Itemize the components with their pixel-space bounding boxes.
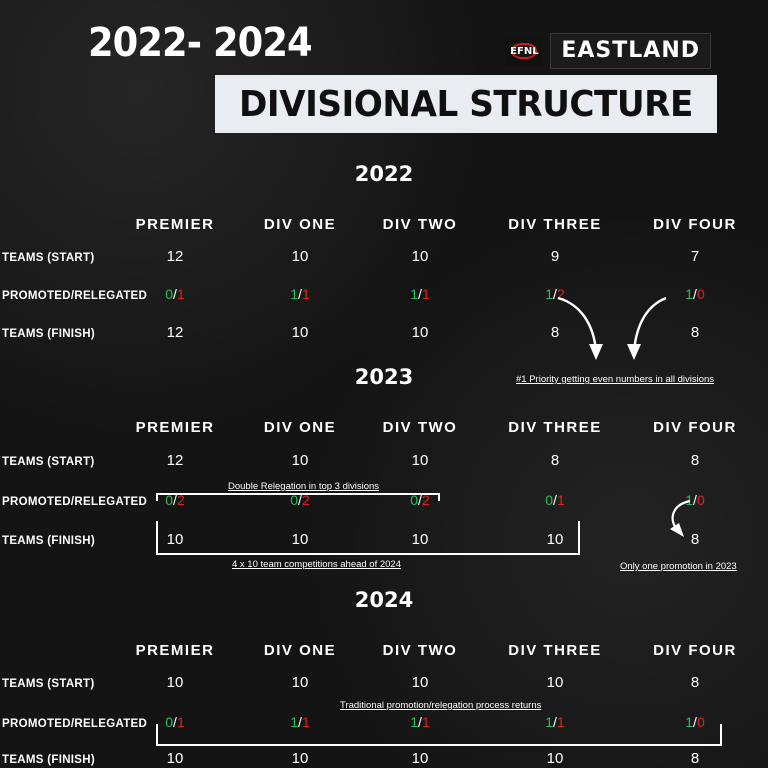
bracket-all-divisions-2024 [156, 724, 722, 746]
col-head-div-two-2022: DIV TWO [382, 216, 458, 233]
efnl-badge-icon [505, 36, 543, 66]
col-head-div-one-2022: DIV ONE [263, 216, 337, 233]
cell-finish-premier-2022: 12 [166, 324, 184, 341]
cell-start-div-four-2024: 8 [690, 674, 700, 691]
relegated-value: 1 [301, 714, 310, 730]
header-years: 2022- 2024 [88, 20, 312, 66]
section-year-2023: 2023 [354, 365, 414, 389]
row-label-start-2023: TEAMS (START) [2, 456, 95, 468]
col-head-div-three-2024: DIV THREE [508, 642, 602, 659]
section-2024 [0, 588, 768, 768]
slash: / [418, 492, 422, 508]
cell-start-div-two-2022: 10 [411, 248, 429, 265]
col-head-div-three-2022: DIV THREE [508, 216, 602, 233]
cell-start-div-one-2022: 10 [291, 248, 309, 265]
cell-start-div-one-2023: 10 [291, 452, 309, 469]
cell-start-premier-2023: 12 [166, 452, 184, 469]
cell-finish-div-two-2023: 10 [411, 531, 429, 548]
relegated-value: 2 [421, 492, 430, 508]
cell-finish-div-three-2024: 10 [546, 750, 564, 767]
relegated-value: 0 [696, 492, 705, 508]
slash: / [173, 492, 177, 508]
note-double-relegation-2023: Double Relegation in top 3 divisions [228, 481, 380, 492]
col-head-div-one-2024: DIV ONE [263, 642, 337, 659]
promoted-value: 0 [410, 492, 419, 508]
arrow-div-three-2022-icon [540, 294, 610, 364]
promoted-value: 0 [545, 492, 554, 508]
cell-start-premier-2022: 12 [166, 248, 184, 265]
col-head-premier-2022: PREMIER [135, 216, 215, 233]
cell-finish-div-four-2022: 8 [690, 324, 700, 341]
cell-start-div-three-2022: 9 [550, 248, 560, 265]
promoted-value: 0 [165, 714, 174, 730]
row-label-promrel-2022: PROMOTED/RELEGATED [2, 290, 148, 302]
slash: / [693, 492, 697, 508]
cell-promrel-div-one-2022 [230, 286, 370, 302]
note-priority-2022: #1 Priority getting even numbers in all divisions [516, 374, 715, 385]
promoted-value: 0 [165, 286, 174, 302]
slash: / [553, 286, 557, 302]
cell-promrel-div-two-2022 [350, 286, 490, 302]
page-title [215, 75, 717, 133]
slash: / [173, 714, 177, 730]
cell-finish-premier-2023: 10 [166, 531, 184, 548]
efnl-label: EFNL [510, 45, 539, 57]
col-head-div-two-2023: DIV TWO [382, 419, 458, 436]
row-label-start-2024: TEAMS (START) [2, 678, 95, 690]
row-label-promrel-2024: PROMOTED/RELEGATED [2, 718, 148, 730]
cell-promrel-premier-2023 [105, 492, 245, 508]
cell-finish-div-two-2024: 10 [411, 750, 429, 767]
cell-start-div-four-2023: 8 [690, 452, 700, 469]
cell-start-div-two-2023: 10 [411, 452, 429, 469]
cell-promrel-premier-2022 [105, 286, 245, 302]
col-head-div-four-2024: DIV FOUR [653, 642, 737, 659]
cell-finish-div-one-2023: 10 [291, 531, 309, 548]
cell-finish-div-one-2022: 10 [291, 324, 309, 341]
relegated-value: 0 [696, 714, 705, 730]
relegated-value: 2 [176, 492, 185, 508]
note-four-ten-team-2023: 4 x 10 team competitions ahead of 2024 [232, 559, 402, 570]
relegated-value: 2 [556, 286, 565, 302]
cell-finish-div-three-2022: 8 [550, 324, 560, 341]
page-title-text: DIVISIONAL STRUCTURE [238, 83, 693, 125]
cell-promrel-div-two-2023 [350, 492, 490, 508]
col-head-div-three-2023: DIV THREE [508, 419, 602, 436]
promoted-value: 1 [545, 286, 554, 302]
relegated-value: 2 [301, 492, 310, 508]
promoted-value: 1 [685, 714, 694, 730]
row-label-start-2022: TEAMS (START) [2, 252, 95, 264]
relegated-value: 1 [176, 714, 185, 730]
cell-start-div-three-2023: 8 [550, 452, 560, 469]
slash: / [553, 492, 557, 508]
promoted-value: 1 [410, 714, 419, 730]
cell-finish-premier-2024: 10 [166, 750, 184, 767]
relegated-value: 1 [301, 286, 310, 302]
cell-finish-div-two-2022: 10 [411, 324, 429, 341]
slash: / [298, 286, 302, 302]
cell-start-premier-2024: 10 [166, 674, 184, 691]
slash: / [693, 714, 697, 730]
section-2023 [0, 365, 768, 579]
arrow-div-four-2023-icon [660, 499, 710, 545]
section-year-2024: 2024 [354, 588, 414, 612]
cell-finish-div-four-2023: 8 [690, 531, 700, 548]
slash: / [418, 286, 422, 302]
relegated-value: 1 [556, 714, 565, 730]
note-one-promotion-2023: Only one promotion in 2023 [620, 561, 737, 572]
promoted-value: 1 [685, 492, 694, 508]
relegated-value: 1 [556, 492, 565, 508]
eastland-wordmark: EASTLAND [550, 33, 711, 69]
row-label-promrel-2023: PROMOTED/RELEGATED [2, 496, 148, 508]
row-label-finish-2024: TEAMS (FINISH) [2, 754, 95, 766]
cell-start-div-three-2024: 10 [546, 674, 564, 691]
col-head-div-two-2024: DIV TWO [382, 642, 458, 659]
promoted-value: 1 [685, 286, 694, 302]
col-head-premier-2024: PREMIER [135, 642, 215, 659]
cell-finish-div-four-2024: 8 [690, 750, 700, 767]
slash: / [418, 714, 422, 730]
slash: / [173, 286, 177, 302]
bracket-four-ten-team [156, 521, 580, 555]
eastland-logo [505, 33, 711, 69]
relegated-value: 0 [696, 286, 705, 302]
slash: / [553, 714, 557, 730]
section-year-2022: 2022 [354, 162, 414, 186]
promoted-value: 1 [410, 286, 419, 302]
col-head-div-four-2023: DIV FOUR [653, 419, 737, 436]
relegated-value: 1 [421, 714, 430, 730]
col-head-premier-2023: PREMIER [135, 419, 215, 436]
promoted-value: 0 [165, 492, 174, 508]
promoted-value: 1 [290, 714, 299, 730]
col-head-div-one-2023: DIV ONE [263, 419, 337, 436]
relegated-value: 1 [176, 286, 185, 302]
cell-promrel-div-one-2023 [230, 492, 370, 508]
arrow-div-four-2022-icon [610, 294, 680, 364]
cell-start-div-four-2022: 7 [690, 248, 700, 265]
promoted-value: 1 [290, 286, 299, 302]
cell-promrel-div-three-2023 [485, 492, 625, 508]
col-head-div-four-2022: DIV FOUR [653, 216, 737, 233]
note-traditional-2024: Traditional promotion/relegation process returns [340, 700, 542, 711]
promoted-value: 1 [545, 714, 554, 730]
cell-start-div-two-2024: 10 [411, 674, 429, 691]
promoted-value: 0 [290, 492, 299, 508]
cell-finish-div-one-2024: 10 [291, 750, 309, 767]
slash: / [298, 492, 302, 508]
cell-finish-div-three-2023: 10 [546, 531, 564, 548]
relegated-value: 1 [421, 286, 430, 302]
row-label-finish-2022: TEAMS (FINISH) [2, 328, 95, 340]
cell-start-div-one-2024: 10 [291, 674, 309, 691]
slash: / [693, 286, 697, 302]
slash: / [298, 714, 302, 730]
row-label-finish-2023: TEAMS (FINISH) [2, 535, 95, 547]
